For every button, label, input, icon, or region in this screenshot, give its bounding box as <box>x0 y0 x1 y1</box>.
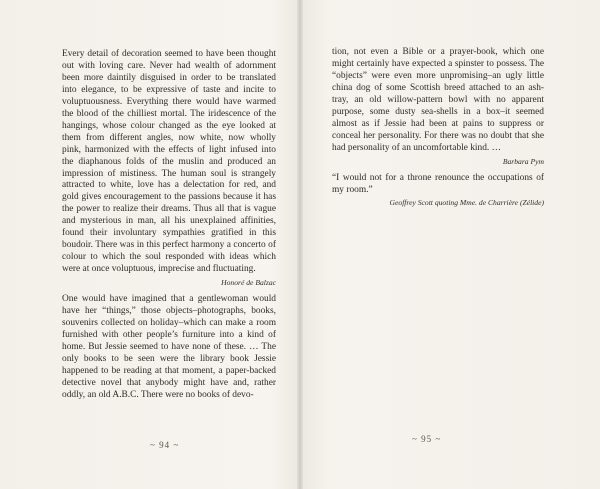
page-number-right: ~ 95 ~ <box>412 434 442 444</box>
right-text-column <box>332 47 544 214</box>
scott-attribution: Geoffrey Scott quoting Mme. de Charrière (Zélide) <box>389 198 544 208</box>
pym-attribution: Barbara Pym <box>502 156 544 166</box>
left-text-column <box>62 49 276 402</box>
pym-paragraph-start: One would have imagined that a gentlewoman would have her “things,” those objects–photographs, books, souvenirs collected on holiday–which can make a room furnished with other people’s furniture into a kind of home. But Jessie seemed to have none of these. … The only books to be seen were the library book Jessie happened to be reading at that moment, a paper-backed detective novel that anybody might have and, rather oddly, an old A.B.C. There were no books of devo- <box>62 294 276 400</box>
balzac-paragraph: Every detail of decoration seemed to have been thought out with loving care. Never had wealth of adornment been more daintily disguised in order to be translated into elegance, to be expressive of taste and incite to voluptuousness. Everything there would have warmed the blood of the chilliest mortal. The iridescence of the hangings, whose colour changed as the eye looked at them from different angles, now white, now wholly pink, harmonized with the effects of light infused into the diaphanous folds of the muslin and produced an impression of mistiness. The human soul is strangely attracted to white, love has a delectation for red, and gold gives encouragement to the passions because it has the power to realize their dreams. Thus all that is vague and mysterious in man, all his unexplained affinities, found their involuntary sympathies gratified in this boudoir. There was in this perfect harmony a concerto of colour to which the soul responded with ideas which were at once voluptuous, imprecise and fluctuating. <box>62 49 276 275</box>
left-page <box>0 0 298 489</box>
balzac-attribution: Honoré de Balzac <box>221 278 276 288</box>
right-page <box>302 0 600 489</box>
pym-paragraph-continued: tion, not even a Bible or a prayer-book, which one might certainly have expected a spinster to possess. The “objects” were even more unpromising–an ugly little china dog of some Scottish breed attached to an ash-tray, an old willow-pattern bowl with no apparent purpose, some dusty sea-shells in a box–it seemed almost as if Jessie had been at pains to suppress or conceal her personality. For there was no doubt that she had personality of an uncomfortable kind. … <box>332 47 544 153</box>
page-number-left: ~ 94 ~ <box>150 440 180 450</box>
zelide-quote: “I would not for a throne renounce the occupations of my room.” <box>332 172 544 195</box>
